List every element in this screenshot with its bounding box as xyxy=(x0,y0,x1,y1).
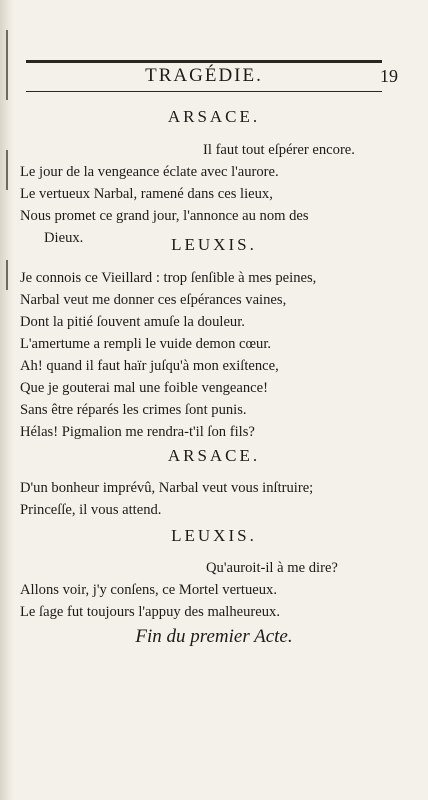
edge-mark xyxy=(6,150,8,190)
verse-line: D'un bonheur imprévû, Narbal veut vous inſtruire; xyxy=(20,480,314,496)
verse-line: Sans être réparés les crimes ſont punis. xyxy=(20,402,247,418)
speaker-name: ARSACE. xyxy=(167,446,261,465)
verse-line: Qu'auroit-il à me dire? xyxy=(206,560,338,576)
verse-line: L'amertume a rempli le vuide demon cœur. xyxy=(20,336,272,352)
verse-line: Il faut tout eſpérer encore. xyxy=(203,142,355,158)
running-header xyxy=(26,64,398,90)
page-number: 19 xyxy=(380,66,398,86)
verse-line: Dont la pitié ſouvent amuſe la douleur. xyxy=(20,314,245,330)
verse-line: Le ſage fut toujours l'appuy des malheureux. xyxy=(20,604,280,620)
verse-line: Ah! quand il faut haïr juſqu'à mon exiſtence, xyxy=(20,358,279,374)
top-rule xyxy=(26,60,382,63)
act-closing: Fin du premier Acte. xyxy=(135,626,293,647)
verse-line: Le vertueux Narbal, ramené dans ces lieux, xyxy=(20,186,273,202)
verse-line: Je connois ce Vieillard : trop ſenſible à mes peines, xyxy=(20,270,317,286)
verse-line: Princeſſe, il vous attend. xyxy=(20,502,162,518)
verse-line: Narbal veut me donner ces eſpérances vaines, xyxy=(20,292,287,308)
speaker-name: LEUXIS. xyxy=(171,526,257,545)
verse-line: Le jour de la vengeance éclate avec l'aurore. xyxy=(20,164,279,180)
verse-line: Hélas! Pigmalion me rendra-t'il ſon fils? xyxy=(20,424,255,440)
verse-line: Dieux. xyxy=(44,230,84,246)
running-title: TRAGÉDIE. xyxy=(145,65,263,86)
verse-line: Allons voir, j'y conſens, ce Mortel vertueux. xyxy=(20,582,277,598)
speaker-name: ARSACE. xyxy=(167,107,261,126)
verse-line: Nous promet ce grand jour, l'annonce au nom des xyxy=(20,208,309,224)
edge-mark xyxy=(6,30,8,100)
header-rule xyxy=(26,91,382,92)
edge-mark xyxy=(6,260,8,290)
verse-line: Que je gouterai mal une foible vengeance! xyxy=(20,380,268,396)
speaker-name: LEUXIS. xyxy=(171,235,257,254)
